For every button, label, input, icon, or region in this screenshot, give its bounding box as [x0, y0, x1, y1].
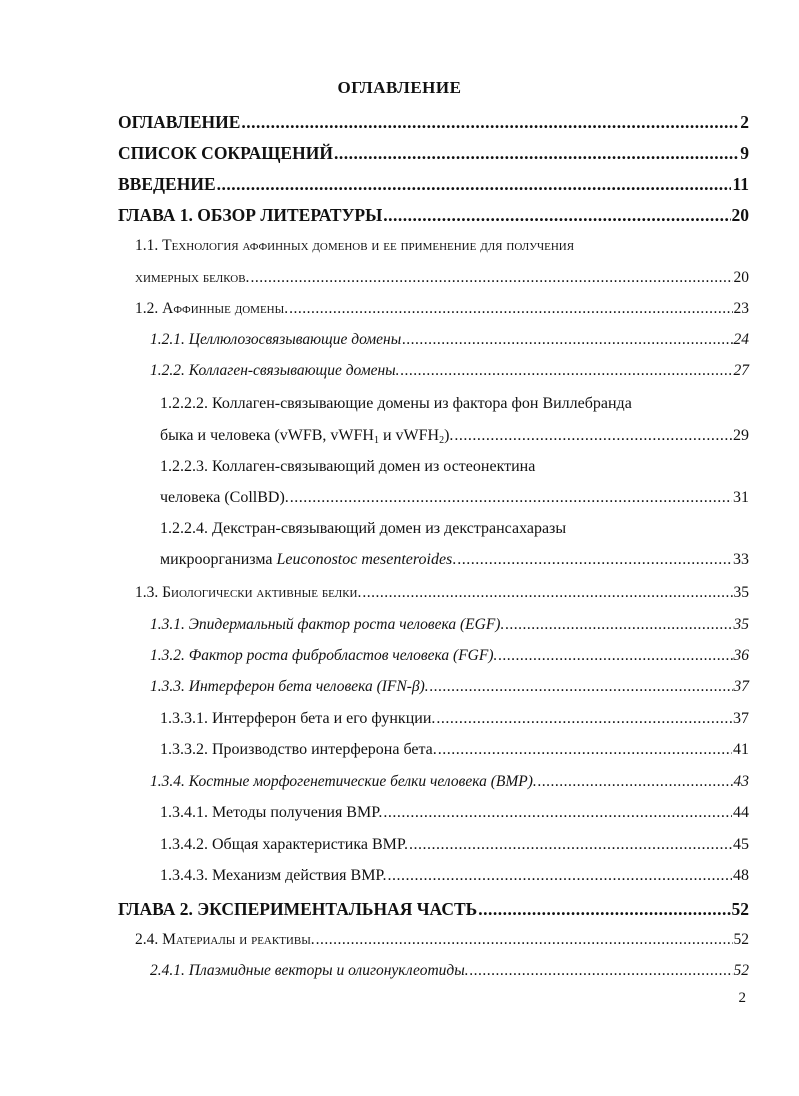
toc-entry-page: 52 — [733, 962, 749, 979]
toc-entry-1-2-2-3[interactable] — [160, 488, 749, 508]
toc-entry-1-2-2-3-line1[interactable]: 1.2.2.3. Коллаген-связывающий домен из остеонектина — [160, 458, 536, 475]
leader-dots — [334, 143, 739, 163]
toc-entry-1-1-line1[interactable]: 1.1. Технология аффинных доменов и ее применение для получения — [135, 237, 575, 254]
toc-entry-page: 31 — [733, 489, 749, 506]
toc-entry-title: 2.4. Материалы и реактивы. — [135, 931, 315, 948]
toc-entry-title: 1.2.2. Коллаген-связывающие домены. — [150, 362, 400, 379]
toc-entry-1-2-2-2-line1[interactable]: 1.2.2.2. Коллаген-связывающие домены из фактора фон Виллебранда — [160, 395, 632, 412]
leader-dots — [401, 361, 733, 381]
leader-dots — [438, 740, 732, 760]
page-title: ОГЛАВЛЕНИЕ — [337, 78, 462, 97]
leader-dots — [241, 112, 739, 132]
toc-entry-1-3-4-1[interactable] — [160, 803, 749, 823]
toc-entry-title: 1.3.3.2. Производство интерферона бета. — [160, 741, 437, 758]
toc-entry-1-3[interactable] — [135, 583, 749, 603]
toc-entry-title: 1.2. Аффинные домены. — [135, 300, 289, 317]
toc-entry-page: 43 — [733, 773, 749, 790]
toc-entry-chapter-1[interactable] — [118, 205, 749, 225]
toc-entry-page: 45 — [733, 836, 749, 853]
toc-entry-page: 2 — [740, 112, 749, 132]
toc-entry-title: химерных белков. — [135, 269, 250, 286]
toc-entry-1-3-3-1[interactable] — [160, 709, 749, 729]
leader-dots — [316, 930, 733, 950]
toc-entry-1-3-4-2[interactable] — [160, 835, 749, 855]
toc-entry-title: 1.3.1. Эпидермальный фактор роста человека (EGF). — [150, 616, 505, 633]
toc-entry-page: 35 — [733, 584, 749, 601]
toc-entry-title: 1.3. Биологически активные белки. — [135, 584, 362, 601]
leader-dots — [457, 550, 732, 570]
toc-entry-1-2-2-2[interactable] — [160, 426, 749, 446]
toc-entry-1-3-4-3[interactable] — [160, 866, 749, 886]
toc-entry-1-3-1[interactable] — [150, 615, 749, 635]
leader-dots — [498, 646, 732, 666]
leader-dots — [383, 803, 732, 823]
toc-entry-introduction[interactable] — [118, 174, 749, 194]
toc-entry-title: 1.3.4.2. Общая характеристика BMP. — [160, 836, 408, 853]
toc-entry-page: 9 — [740, 143, 749, 163]
leader-dots — [362, 583, 732, 603]
toc-entry-page: 27 — [733, 362, 749, 379]
toc-entry-page: 23 — [733, 300, 749, 317]
toc-entry-title: ОГЛАВЛЕНИЕ — [118, 112, 241, 132]
toc-entry-title: микроорганизма Leuconostoc mesenteroides. — [160, 551, 457, 568]
leader-dots — [217, 174, 732, 194]
toc-entry-title: быка и человека (vWFB, vWFH$_1$ и vWFH$_2$). — [160, 427, 454, 446]
toc-entry-title: 1.3.2. Фактор роста фибробластов человека (FGF). — [150, 647, 498, 664]
toc-entry-page: 52 — [733, 931, 749, 948]
toc-entry-title: ГЛАВА 2. ЭКСПЕРИМЕНТАЛЬНАЯ ЧАСТЬ — [118, 899, 478, 919]
toc-entry-title: ВВЕДЕНИЕ — [118, 174, 216, 194]
leader-dots — [478, 899, 730, 919]
toc-entry-1-3-3[interactable] — [150, 677, 749, 697]
toc-entry-title: 1.3.4.3. Механизм действия BMP. — [160, 867, 387, 884]
toc-entry-page: 37 — [733, 710, 749, 727]
toc-entry-page: 44 — [733, 804, 749, 821]
toc-entry-1-2[interactable] — [135, 299, 749, 319]
toc-entry-page: 36 — [733, 647, 749, 664]
toc-entry-page: 33 — [733, 551, 749, 568]
toc-entry-1-3-4[interactable] — [150, 772, 749, 792]
toc-entry-title: 1.3.3. Интерферон бета человека (IFN-β). — [150, 678, 429, 695]
leader-dots — [402, 330, 732, 350]
toc-entry-title: 1.2.1. Целлюлозосвязывающие домены — [150, 331, 402, 348]
toc-entry-title: 1.3.4.1. Методы получения BMP. — [160, 804, 383, 821]
leader-dots — [454, 426, 732, 446]
toc-entry-1-1[interactable] — [135, 268, 749, 288]
toc-entry-1-2-2-4-line1[interactable]: 1.2.2.4. Декстран-связывающий домен из декстрансахаразы — [160, 520, 567, 537]
toc-entry-page: 41 — [733, 741, 749, 758]
toc-entry-2-4-1[interactable] — [150, 961, 749, 981]
toc-entry-title: 1.3.4. Костные морфогенетические белки человека (BMP). — [150, 773, 537, 790]
toc-entry-page: 11 — [732, 174, 749, 194]
toc-entry-1-3-2[interactable] — [150, 646, 749, 666]
toc-entry-title: 1.3.3.1. Интерферон бета и его функции. — [160, 710, 436, 727]
toc-entry-chapter-2[interactable] — [118, 899, 749, 919]
toc-entry-page: 37 — [733, 678, 749, 695]
toc-entry-page: 20 — [731, 205, 749, 225]
page-number: 2 — [738, 990, 746, 1006]
leader-dots — [250, 268, 732, 288]
leader-dots — [505, 615, 732, 635]
toc-entry-page: 24 — [733, 331, 749, 348]
leader-dots — [383, 205, 730, 225]
toc-entry-2-4[interactable] — [135, 930, 749, 950]
leader-dots — [430, 677, 733, 697]
leader-dots — [470, 961, 733, 981]
toc-entry-title: СПИСОК СОКРАЩЕНИЙ — [118, 143, 333, 163]
leader-dots — [289, 299, 732, 319]
leader-dots — [436, 709, 732, 729]
leader-dots — [388, 866, 732, 886]
leader-dots — [290, 488, 732, 508]
toc-entry-page: 48 — [733, 867, 749, 884]
toc-entry-page: 20 — [733, 269, 749, 286]
toc-entry-page: 52 — [731, 899, 749, 919]
toc-entry-1-3-3-2[interactable] — [160, 740, 749, 760]
toc-entry-title: 2.4.1. Плазмидные векторы и олигонуклеотиды. — [150, 962, 469, 979]
toc-entry-1-2-1[interactable] — [150, 330, 749, 350]
toc-entry-title: ГЛАВА 1. ОБЗОР ЛИТЕРАТУРЫ — [118, 205, 383, 225]
toc-entry-abbreviations[interactable] — [118, 143, 749, 163]
leader-dots — [538, 772, 733, 792]
leader-dots — [409, 835, 732, 855]
toc-entry-1-2-2-4[interactable] — [160, 550, 749, 570]
toc-entry-title: человека (CollBD). — [160, 489, 289, 506]
toc-entry-page: 35 — [733, 616, 749, 633]
toc-entry-page: 29 — [733, 427, 749, 444]
toc-entry-contents[interactable] — [118, 112, 749, 132]
toc-entry-1-2-2[interactable] — [150, 361, 749, 381]
